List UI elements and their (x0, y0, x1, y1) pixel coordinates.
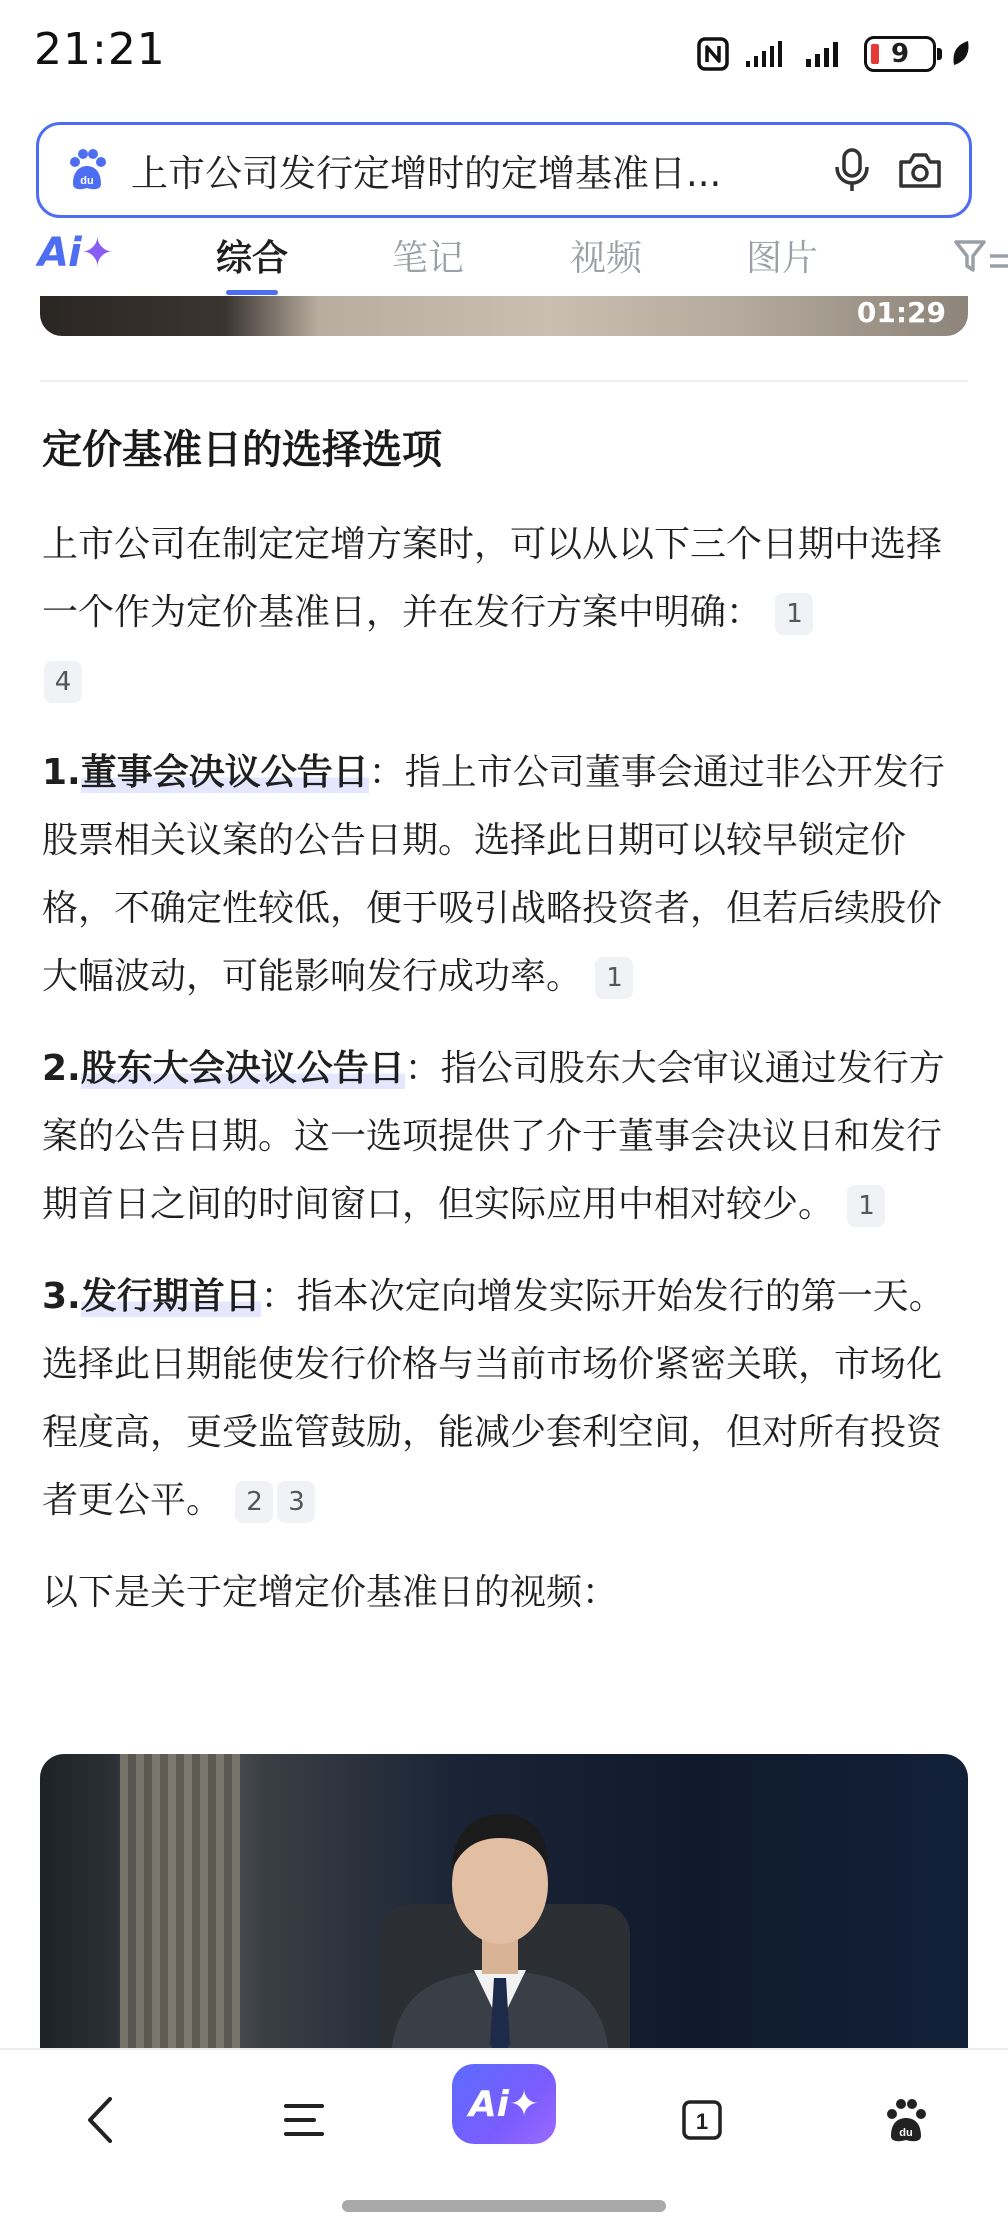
video-intro-text: 以下是关于定增定价基准日的视频： (42, 1572, 619, 1613)
intro-paragraph (42, 511, 972, 715)
filter-icon (952, 236, 1008, 280)
presenter-figure (370, 1774, 630, 2054)
tab-count: 1 (695, 2109, 709, 2134)
tab-comprehensive[interactable]: 综合 (216, 230, 288, 281)
status-time: 21:21 (34, 24, 166, 75)
leaf-icon (950, 39, 972, 69)
option-number: 3. (42, 1276, 81, 1317)
background-curtain (120, 1754, 240, 2054)
filter-button[interactable] (952, 236, 1008, 280)
sparkle-icon: ✦ (509, 2083, 540, 2125)
ai-logo-text: Ai (38, 230, 81, 276)
microphone-icon (832, 147, 872, 193)
signal-icon (744, 39, 790, 69)
option-paragraph (42, 739, 972, 1011)
option-number: 2. (42, 1048, 81, 1089)
citation-badge[interactable]: 1 (595, 957, 633, 999)
option-text: ：指公司股东大会审议通过发行方案的公告日期。这一选项提供了介于董事会决议日和发行期首日之间的时间窗口，但实际应用中相对较少。 (42, 1048, 945, 1225)
video-thumbnail[interactable] (40, 1754, 968, 2054)
battery-level: 9 (890, 39, 910, 69)
option-paragraph (42, 1263, 972, 1535)
status-icons (696, 34, 972, 74)
option-name: 董事会决议公告日 (80, 752, 369, 793)
ai-assistant-button[interactable] (452, 2064, 556, 2144)
camera-icon (897, 150, 943, 190)
ai-button-label: Ai (468, 2083, 510, 2125)
option-name: 股东大会决议公告日 (80, 1048, 405, 1089)
citation-badge[interactable]: 3 (277, 1481, 315, 1523)
menu-button[interactable] (264, 2080, 344, 2160)
battery-icon (864, 36, 936, 72)
ai-answer (42, 418, 972, 1651)
option-number: 1. (42, 752, 81, 793)
voice-search-button[interactable] (827, 145, 877, 195)
citation-badge[interactable]: 1 (775, 593, 813, 635)
option-paragraph (42, 1035, 972, 1239)
tab-count-icon (680, 2098, 724, 2142)
citation-badge[interactable]: 1 (847, 1185, 885, 1227)
tab-videos[interactable]: 视频 (570, 238, 643, 279)
intro-text: 上市公司在制定定增方案时，可以从以下三个日期中选择一个作为定价基准日，并在发行方案中明确： (42, 524, 943, 633)
image-search-button[interactable] (895, 145, 945, 195)
video-duration: 01:29 (856, 296, 946, 329)
search-tabs (0, 226, 1008, 296)
nfc-icon (696, 36, 730, 72)
status-bar (0, 0, 1008, 110)
citation-badge[interactable]: 2 (235, 1481, 273, 1523)
citation-badge[interactable]: 4 (44, 661, 82, 703)
option-text: ：指上市公司董事会通过非公开发行股票相关议案的公告日期。选择此日期可以较早锁定价格，不确定性较低，便于吸引战略投资者，但若后续股价大幅波动，可能影响发行成功率。 (42, 752, 945, 997)
tab-images[interactable]: 图片 (746, 238, 819, 279)
section-title: 定价基准日的选择选项 (42, 427, 442, 473)
search-bar[interactable] (36, 122, 972, 218)
option-text: ：指本次定向增发实际开始发行的第一天。选择此日期能使发行价格与当前市场价紧密关联，市场化程度高，更受监管鼓励，能减少套利空间，但对所有投资者更公平。 (42, 1276, 945, 1521)
ai-tab-logo[interactable] (38, 230, 113, 276)
svg-text:du: du (899, 2127, 913, 2139)
video-thumbnail-top[interactable] (40, 296, 968, 336)
back-arrow-icon (80, 2095, 120, 2145)
tab-notes[interactable]: 笔记 (392, 238, 465, 279)
sparkle-icon: ✦ (80, 230, 114, 276)
svg-text:du: du (80, 175, 94, 187)
baidu-paw-icon (882, 2096, 930, 2144)
search-query[interactable]: 上市公司发行定增时的定增基准日... (131, 152, 722, 195)
baidu-home-button[interactable] (866, 2080, 946, 2160)
option-name: 发行期首日 (80, 1276, 261, 1317)
menu-icon (282, 2100, 326, 2140)
home-indicator[interactable] (342, 2200, 666, 2212)
back-button[interactable] (60, 2080, 140, 2160)
baidu-paw-icon (63, 146, 111, 194)
tabs-button[interactable] (662, 2080, 742, 2160)
signal-icon-2 (804, 39, 850, 69)
divider (40, 380, 968, 382)
